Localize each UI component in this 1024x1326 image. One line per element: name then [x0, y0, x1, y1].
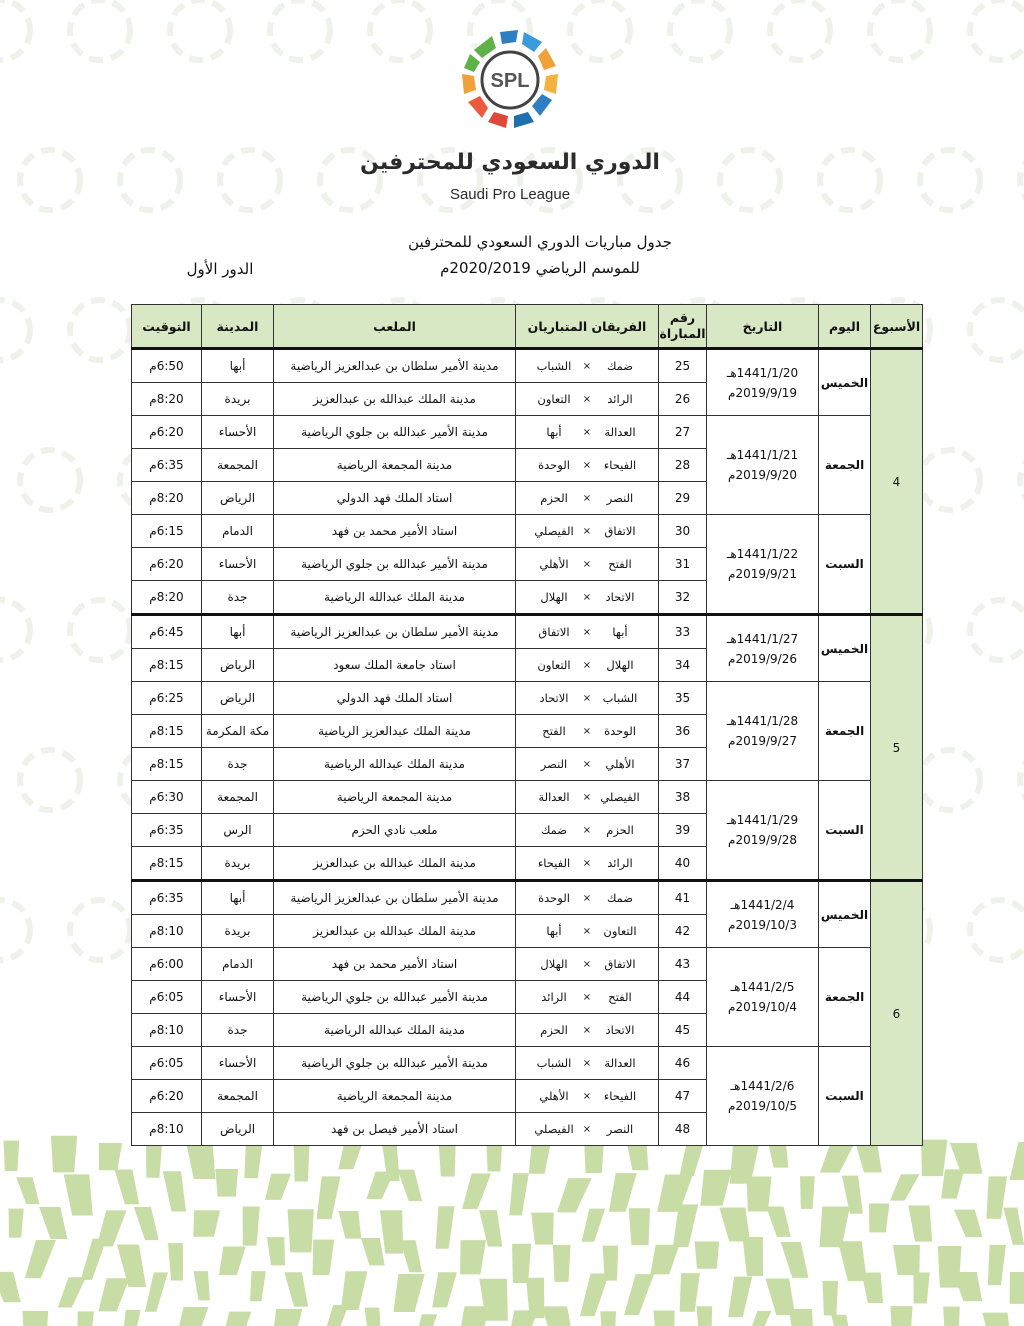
match-schedule-table [131, 304, 923, 1146]
match-time: 6:25م [132, 682, 202, 715]
team-home: الاتفاق [604, 957, 636, 971]
header-time: التوقيت [132, 305, 202, 349]
versus-symbol: × [582, 758, 592, 770]
match-teams [516, 748, 659, 781]
match-number: 33 [659, 615, 707, 649]
team-away: الفيصلي [534, 1122, 574, 1136]
versus-symbol: × [582, 1024, 592, 1036]
match-teams [516, 1080, 659, 1113]
header-stadium: الملعب [274, 305, 516, 349]
match-city: مكة المكرمة [202, 715, 274, 748]
team-away: الأهلي [539, 557, 569, 571]
team-home: الوحدة [604, 724, 636, 738]
match-teams [516, 515, 659, 548]
match-city: أبها [202, 349, 274, 383]
match-stadium: مدينة الملك عبدالله الرياضية [274, 748, 516, 781]
match-number: 29 [659, 482, 707, 515]
team-home: الفيصلي [600, 790, 640, 804]
versus-symbol: × [582, 1090, 592, 1102]
team-home: الفتح [608, 557, 632, 571]
match-date [707, 781, 819, 881]
date-hijri: 1441/1/22هـ [726, 547, 799, 561]
table-row [132, 1047, 923, 1080]
match-number: 39 [659, 814, 707, 847]
match-teams [516, 881, 659, 915]
match-time: 6:05م [132, 1047, 202, 1080]
match-teams [516, 416, 659, 449]
date-gregorian: 2019/9/20م [728, 468, 797, 482]
match-teams [516, 349, 659, 383]
match-teams [516, 981, 659, 1014]
team-home: ضمك [606, 891, 634, 905]
match-stadium: استاد الأمير محمد بن فهد [274, 948, 516, 981]
date-gregorian: 2019/10/3م [728, 917, 797, 932]
match-number: 42 [659, 915, 707, 948]
date-hijri: 1441/2/5هـ [730, 980, 795, 994]
match-stadium: ملعب نادي الحزم [274, 814, 516, 847]
schedule-body [132, 349, 923, 1146]
match-stadium: مدينة الملك عبدالعزيز الرياضية [274, 715, 516, 748]
match-time: 6:35م [132, 881, 202, 915]
match-time: 6:50م [132, 349, 202, 383]
match-stadium: مدينة الأمير عبدالله بن جلوي الرياضية [274, 1047, 516, 1080]
match-time: 6:00م [132, 948, 202, 981]
team-away: الرائد [541, 990, 567, 1004]
table-row [132, 615, 923, 649]
match-number: 38 [659, 781, 707, 814]
match-city: الرياض [202, 1113, 274, 1146]
match-date [707, 1047, 819, 1146]
date-hijri: 1441/1/27هـ [726, 631, 799, 646]
match-time: 6:15م [132, 515, 202, 548]
match-stadium: استاد الملك فهد الدولي [274, 482, 516, 515]
match-stadium: استاد جامعة الملك سعود [274, 649, 516, 682]
match-day: الخميس [819, 349, 871, 416]
match-number: 26 [659, 383, 707, 416]
match-teams [516, 715, 659, 748]
team-home: العدالة [604, 425, 636, 439]
header-day: اليوم [819, 305, 871, 349]
team-home: أبها [612, 625, 628, 639]
match-number: 41 [659, 881, 707, 915]
versus-symbol: × [582, 558, 592, 570]
match-stadium: مدينة الأمير عبدالله بن جلوي الرياضية [274, 548, 516, 581]
match-date [707, 948, 819, 1047]
versus-symbol: × [582, 1057, 592, 1069]
team-away: أبها [546, 425, 562, 439]
date-gregorian: 2019/9/26م [728, 651, 797, 666]
versus-symbol: × [582, 692, 592, 704]
spl-logo [452, 22, 568, 138]
league-name-english: Saudi Pro League [449, 186, 571, 203]
match-date [707, 682, 819, 781]
team-away: الحزم [540, 491, 568, 505]
logo-text: SPL [490, 70, 530, 92]
team-home: النصر [606, 491, 634, 505]
match-time: 6:35م [132, 814, 202, 847]
match-number: 32 [659, 581, 707, 615]
match-number: 37 [659, 748, 707, 781]
match-stadium: مدينة الملك عبدالله بن عبدالعزيز [274, 915, 516, 948]
team-away: الوحدة [538, 458, 570, 472]
match-day: الخميس [819, 881, 871, 948]
match-time: 6:20م [132, 416, 202, 449]
team-home: الاتفاق [604, 524, 636, 538]
versus-symbol: × [582, 1123, 592, 1135]
team-away: الشباب [536, 1056, 572, 1070]
match-number: 48 [659, 1113, 707, 1146]
match-city: الأحساء [202, 416, 274, 449]
team-away: الحزم [540, 1023, 568, 1037]
versus-symbol: × [582, 791, 592, 803]
match-time: 8:15م [132, 847, 202, 881]
match-city: بريدة [202, 915, 274, 948]
match-time: 6:20م [132, 1080, 202, 1113]
match-stadium: استاد الأمير فيصل بن فهد [274, 1113, 516, 1146]
match-number: 30 [659, 515, 707, 548]
match-number: 25 [659, 349, 707, 383]
match-time: 6:20م [132, 548, 202, 581]
team-home: النصر [606, 1122, 634, 1136]
date-hijri: 1441/2/6هـ [730, 1079, 795, 1093]
match-stadium: مدينة الملك عبدالله الرياضية [274, 581, 516, 615]
match-date [707, 416, 819, 515]
team-home: الرائد [607, 392, 633, 406]
match-teams [516, 449, 659, 482]
match-number: 47 [659, 1080, 707, 1113]
versus-symbol: × [582, 892, 592, 904]
team-away: الاتحاد [539, 691, 569, 705]
match-city: بريدة [202, 847, 274, 881]
match-time: 6:45م [132, 615, 202, 649]
match-time: 8:20م [132, 482, 202, 515]
match-stadium: مدينة الملك عبدالله بن عبدالعزيز [274, 383, 516, 416]
versus-symbol: × [582, 426, 592, 438]
team-home: الهلال [606, 658, 634, 672]
versus-symbol: × [582, 925, 592, 937]
team-away: الهلال [540, 590, 568, 604]
team-away: الفتح [542, 724, 566, 738]
match-city: أبها [202, 881, 274, 915]
table-row [132, 881, 923, 915]
match-teams [516, 548, 659, 581]
match-city: أبها [202, 615, 274, 649]
team-home: الاتحاد [605, 1023, 635, 1037]
versus-symbol: × [582, 857, 592, 869]
match-city: الأحساء [202, 981, 274, 1014]
match-stadium: مدينة المجمعة الرياضية [274, 1080, 516, 1113]
match-number: 28 [659, 449, 707, 482]
match-time: 8:10م [132, 1014, 202, 1047]
team-away: الفيحاء [537, 856, 571, 870]
match-number: 44 [659, 981, 707, 1014]
season-subtitle: للموسم الرياضي 2020/2019م [440, 259, 640, 277]
header-city: المدينة [202, 305, 274, 349]
match-city: الدمام [202, 948, 274, 981]
match-time: 6:35م [132, 449, 202, 482]
match-stadium: مدينة الأمير سلطان بن عبدالعزيز الرياضية [274, 881, 516, 915]
match-stadium: مدينة الأمير سلطان بن عبدالعزيز الرياضية [274, 615, 516, 649]
versus-symbol: × [582, 725, 592, 737]
team-away: التعاون [537, 658, 571, 672]
match-day: الجمعة [819, 682, 871, 781]
match-stadium: مدينة الأمير عبدالله بن جلوي الرياضية [274, 981, 516, 1014]
match-teams [516, 482, 659, 515]
match-city: المجمعة [202, 781, 274, 814]
team-away: التعاون [537, 392, 571, 406]
table-header-row [132, 305, 923, 349]
match-day: السبت [819, 781, 871, 881]
match-number: 46 [659, 1047, 707, 1080]
match-teams [516, 383, 659, 416]
match-city: جدة [202, 581, 274, 615]
team-home: الفيحاء [603, 1089, 637, 1103]
header-match-number: رقم المباراة [659, 305, 707, 349]
week-number: 6 [871, 881, 923, 1146]
versus-symbol: × [582, 492, 592, 504]
match-day: الجمعة [819, 948, 871, 1047]
team-away: الهلال [540, 957, 568, 971]
match-stadium: مدينة الأمير عبدالله بن جلوي الرياضية [274, 416, 516, 449]
match-city: الرس [202, 814, 274, 847]
team-away: الشباب [536, 359, 572, 373]
match-number: 45 [659, 1014, 707, 1047]
date-hijri: 1441/1/20هـ [726, 365, 799, 380]
date-gregorian: 2019/9/27م [728, 734, 797, 748]
date-gregorian: 2019/10/4م [728, 1000, 797, 1014]
team-away: الأهلي [539, 1089, 569, 1103]
match-teams [516, 581, 659, 615]
league-name-arabic: الدوري السعودي للمحترفين [360, 150, 660, 175]
match-city: جدة [202, 748, 274, 781]
match-time: 8:10م [132, 915, 202, 948]
match-time: 8:20م [132, 581, 202, 615]
header-teams: الفريقان المتباريان [516, 305, 659, 349]
table-row [132, 349, 923, 383]
match-stadium: مدينة المجمعة الرياضية [274, 781, 516, 814]
table-row [132, 781, 923, 814]
match-teams [516, 682, 659, 715]
match-stadium: مدينة الأمير سلطان بن عبدالعزيز الرياضية [274, 349, 516, 383]
match-time: 8:15م [132, 715, 202, 748]
table-row [132, 416, 923, 449]
match-city: جدة [202, 1014, 274, 1047]
match-number: 43 [659, 948, 707, 981]
match-number: 40 [659, 847, 707, 881]
schedule-title: جدول مباريات الدوري السعودي للمحترفين [408, 233, 672, 251]
team-home: ضمك [606, 359, 634, 373]
team-home: الأهلي [605, 757, 635, 771]
match-city: الرياض [202, 482, 274, 515]
match-number: 31 [659, 548, 707, 581]
match-number: 36 [659, 715, 707, 748]
table-row [132, 948, 923, 981]
match-city: الدمام [202, 515, 274, 548]
match-stadium: مدينة المجمعة الرياضية [274, 449, 516, 482]
team-home: العدالة [604, 1056, 636, 1070]
match-date [707, 615, 819, 682]
match-stadium: استاد الملك فهد الدولي [274, 682, 516, 715]
match-teams [516, 1047, 659, 1080]
date-gregorian: 2019/9/28م [728, 833, 797, 847]
match-day: الجمعة [819, 416, 871, 515]
team-home: الفتح [608, 990, 632, 1004]
versus-symbol: × [582, 591, 592, 603]
match-stadium: مدينة الملك عبدالله الرياضية [274, 1014, 516, 1047]
match-time: 6:05م [132, 981, 202, 1014]
team-home: الفيحاء [603, 458, 637, 472]
match-time: 8:15م [132, 649, 202, 682]
versus-symbol: × [582, 626, 592, 638]
week-number: 5 [871, 615, 923, 881]
match-teams [516, 781, 659, 814]
match-city: بريدة [202, 383, 274, 416]
match-city: الأحساء [202, 1047, 274, 1080]
date-hijri: 1441/1/28هـ [726, 714, 799, 728]
match-day: السبت [819, 515, 871, 615]
match-city: المجمعة [202, 1080, 274, 1113]
match-city: المجمعة [202, 449, 274, 482]
match-city: الرياض [202, 649, 274, 682]
match-teams [516, 649, 659, 682]
date-gregorian: 2019/10/5م [728, 1099, 797, 1113]
match-time: 8:20م [132, 383, 202, 416]
header-week: الأسبوع [871, 305, 923, 349]
match-time: 8:10م [132, 1113, 202, 1146]
team-home: الاتحاد [605, 590, 635, 604]
match-number: 35 [659, 682, 707, 715]
week-number: 4 [871, 349, 923, 615]
date-gregorian: 2019/9/19م [728, 385, 797, 400]
match-time: 6:30م [132, 781, 202, 814]
match-teams [516, 615, 659, 649]
versus-symbol: × [582, 958, 592, 970]
header-date: التاريخ [707, 305, 819, 349]
team-home: التعاون [603, 924, 637, 938]
versus-symbol: × [582, 659, 592, 671]
team-away: ضمك [540, 823, 568, 837]
match-teams [516, 814, 659, 847]
match-teams [516, 1014, 659, 1047]
match-stadium: مدينة الملك عبدالله بن عبدالعزيز [274, 847, 516, 881]
match-number: 34 [659, 649, 707, 682]
match-date [707, 881, 819, 948]
team-away: أبها [546, 924, 562, 938]
match-date [707, 349, 819, 416]
match-teams [516, 847, 659, 881]
versus-symbol: × [582, 824, 592, 836]
match-day: الخميس [819, 615, 871, 682]
team-home: الشباب [602, 691, 638, 705]
date-hijri: 1441/2/4هـ [730, 897, 795, 912]
match-number: 27 [659, 416, 707, 449]
date-hijri: 1441/1/29هـ [726, 813, 799, 827]
match-teams [516, 915, 659, 948]
round-label: الدور الأول [186, 260, 254, 278]
match-time: 8:15م [132, 748, 202, 781]
team-away: العدالة [538, 790, 570, 804]
table-row [132, 515, 923, 548]
versus-symbol: × [582, 459, 592, 471]
table-row [132, 682, 923, 715]
team-away: النصر [540, 757, 568, 771]
versus-symbol: × [582, 525, 592, 537]
match-day: السبت [819, 1047, 871, 1146]
team-home: الرائد [607, 856, 633, 870]
match-date [707, 515, 819, 615]
team-away: الاتفاق [538, 625, 570, 639]
team-away: الوحدة [538, 891, 570, 905]
date-gregorian: 2019/9/21م [728, 567, 797, 581]
versus-symbol: × [582, 393, 592, 405]
match-city: الأحساء [202, 548, 274, 581]
match-teams [516, 1113, 659, 1146]
match-stadium: استاد الأمير محمد بن فهد [274, 515, 516, 548]
team-home: الحزم [606, 823, 634, 837]
versus-symbol: × [582, 360, 592, 372]
team-away: الفيصلي [534, 524, 574, 538]
match-teams [516, 948, 659, 981]
versus-symbol: × [582, 991, 592, 1003]
match-city: الرياض [202, 682, 274, 715]
date-hijri: 1441/1/21هـ [726, 448, 799, 462]
